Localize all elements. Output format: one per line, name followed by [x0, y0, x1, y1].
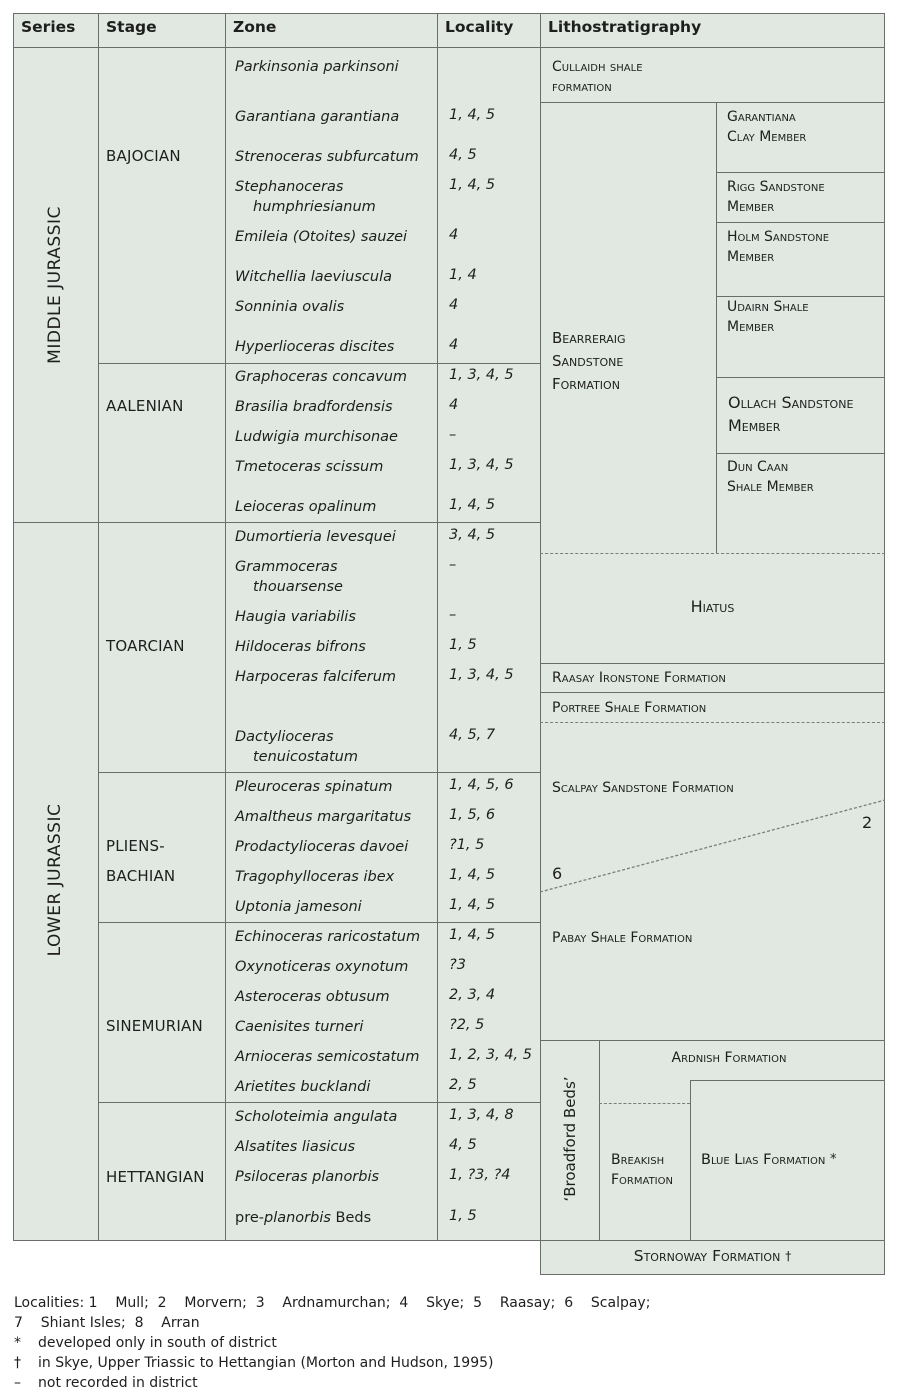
zone-row	[235, 337, 435, 357]
zone-name: Graphoceras concavum	[235, 369, 408, 385]
litho-garantiana-line1: Garantiana	[727, 109, 796, 125]
zone-name: Prodactylioceras davoei	[235, 839, 409, 855]
litho-dotted-boundary-bearreraig	[540, 553, 885, 554]
zone-row	[235, 1167, 435, 1187]
zone-name: Oxynoticeras oxynotum	[235, 959, 409, 975]
locality-value: 1, 2, 3, 4, 5	[449, 1047, 532, 1063]
stage-divider-toarcian-pliensbachian	[98, 772, 540, 773]
litho-scalpay-sandstone-formation: Scalpay Sandstone Formation	[552, 780, 734, 796]
zone-row	[235, 777, 435, 797]
zone-row	[235, 927, 435, 947]
dagger-mark: †	[785, 1249, 792, 1263]
locality-value: 4	[449, 297, 459, 313]
zone-row	[235, 107, 435, 127]
zone-row	[235, 427, 435, 447]
zone-row	[235, 667, 435, 687]
zone-name: Parkinsonia parkinsoni	[235, 59, 399, 75]
zone-row	[235, 527, 435, 547]
locality-value: –	[449, 427, 457, 443]
zone-row	[235, 457, 435, 477]
locality-value: ?3	[449, 957, 466, 973]
zone-row	[235, 397, 435, 417]
header-series: Series	[21, 18, 76, 36]
litho-breakish-line1: Breakish	[611, 1152, 665, 1168]
locality-value: 1, 3, 4, 5	[449, 667, 514, 683]
zone-row	[235, 497, 435, 517]
locality-value: 1, 5, 6	[449, 807, 496, 823]
zone-name: Tragophylloceras ibex	[235, 869, 395, 885]
locality-value: 1, 4, 5	[449, 107, 496, 123]
litho-cullaidh-line2: formation	[552, 79, 612, 95]
zone-row	[235, 837, 435, 857]
asterisk-mark: *	[829, 1152, 837, 1167]
locality-value: 1, 3, 4, 5	[449, 457, 514, 473]
footnote-localities-1: Localities: 1 Mull; 2 Morvern; 3 Ardnamurchan; 4 Skye; 5 Raasay; 6 Scalpay;	[14, 1295, 651, 1311]
locality-value: 1, ?3, ?4	[449, 1167, 511, 1183]
litho-dun-caan-shale-member	[727, 457, 814, 497]
zone-row	[235, 1077, 435, 1097]
zone-name: Harpoceras falciferum	[235, 669, 397, 685]
litho-bearreraig-sandstone-formation	[552, 327, 626, 396]
zone-row	[235, 727, 435, 767]
zone-row	[235, 227, 435, 247]
locality-value: 1, 5	[449, 1208, 477, 1224]
zone-row	[235, 297, 435, 317]
col-divider-zone	[437, 13, 438, 1241]
zone-row	[235, 367, 435, 387]
stage-divider-sinemurian-hettangian	[98, 1102, 540, 1103]
col-divider-series	[98, 13, 99, 1241]
zone-name: Stephanoceras	[235, 179, 344, 195]
locality-value: 1, 4, 5	[449, 867, 496, 883]
locality-value: 3, 4, 5	[449, 527, 496, 543]
zone-row	[235, 637, 435, 657]
zone-name: Pleuroceras spinatum	[235, 779, 393, 795]
zone-name: Dactylioceras	[235, 729, 334, 745]
litho-bearreraig-line3: Formation	[552, 375, 620, 393]
locality-value: 2, 5	[449, 1077, 477, 1093]
header-stage: Stage	[106, 18, 157, 36]
litho-bearreraig-line2: Sandstone	[552, 352, 624, 370]
zone-name: Uptonia jamesoni	[235, 899, 362, 915]
locality-value: –	[449, 557, 457, 573]
locality-value: ?2, 5	[449, 1017, 485, 1033]
series-divider	[13, 522, 98, 523]
litho-marker-6: 6	[552, 864, 563, 883]
zone-name: Ludwigia murchisonae	[235, 429, 398, 445]
zone-prefix: pre-	[235, 1210, 264, 1226]
litho-stornoway-label: Stornoway Formation	[633, 1247, 781, 1265]
footnote-dash-text: not recorded in district	[38, 1375, 198, 1391]
zone-name: Tmetoceras scissum	[235, 459, 384, 475]
locality-value: 1, 4, 5	[449, 897, 496, 913]
zone-row	[235, 177, 435, 217]
litho-rigg-sandstone-member	[727, 177, 825, 217]
litho-cullaidh-shale-formation	[552, 57, 643, 97]
litho-raasay-ironstone-formation: Raasay Ironstone Formation	[552, 670, 726, 686]
zone-row	[235, 607, 435, 627]
litho-cullaidh-line1: Cullaidh shale	[552, 59, 643, 75]
locality-value: 1, 4, 5	[449, 927, 496, 943]
litho-broadford-beds: ‘Broadford Beds’	[561, 1076, 579, 1202]
zone-row	[235, 807, 435, 827]
dagger-symbol: †	[14, 1355, 21, 1371]
litho-pabay-shale-formation: Pabay Shale Formation	[552, 930, 693, 946]
stage-divider-aalenian-toarcian	[98, 522, 540, 523]
litho-divider-rigg	[716, 222, 885, 223]
zone-name: Sonninia ovalis	[235, 299, 345, 315]
header-locality: Locality	[445, 18, 514, 36]
litho-divider-bluelias-top	[690, 1080, 885, 1081]
litho-divider-bluelias-left	[690, 1080, 691, 1240]
zone-suffix: Beds	[330, 1210, 372, 1226]
locality-value: 1, 5	[449, 637, 477, 653]
litho-ollach-line1: Ollach Sandstone	[728, 393, 854, 412]
stage-aalenian: AALENIAN	[106, 397, 184, 415]
litho-udairn-line1: Udairn Shale	[727, 299, 809, 315]
zone-name-continued: tenuicostatum	[253, 749, 358, 765]
zone-name: Scholoteimia angulata	[235, 1109, 398, 1125]
zone-row	[235, 57, 435, 77]
litho-rigg-line2: Member	[727, 199, 775, 215]
zone-name: Alsatites liasicus	[235, 1139, 356, 1155]
stage-toarcian: TOARCIAN	[106, 637, 185, 655]
locality-value: 4	[449, 227, 459, 243]
litho-dotted-boundary-portree	[540, 722, 885, 723]
zone-row	[235, 147, 435, 167]
litho-divider-broadford	[599, 1040, 600, 1240]
litho-duncaan-line1: Dun Caan	[727, 459, 789, 475]
zone-name-continued: humphriesianum	[253, 199, 376, 215]
litho-duncaan-line2: Shale Member	[727, 479, 814, 495]
locality-value: 4, 5, 7	[449, 727, 496, 743]
zone-name: Arnioceras semicostatum	[235, 1049, 420, 1065]
zone-name: Amaltheus margaritatus	[235, 809, 412, 825]
zone-name: Witchellia laeviuscula	[235, 269, 392, 285]
stage-divider-bajocian-aalenian	[98, 363, 540, 364]
locality-value: 1, 3, 4, 8	[449, 1107, 514, 1123]
litho-holm-sandstone-member	[727, 227, 829, 267]
header-divider	[13, 47, 885, 48]
zone-row	[235, 867, 435, 887]
locality-value: 1, 4	[449, 267, 477, 283]
zone-name: Psiloceras planorbis	[235, 1169, 380, 1185]
zone-name: planorbis	[264, 1210, 331, 1226]
zone-row	[235, 557, 435, 597]
litho-portree-shale-formation: Portree Shale Formation	[552, 700, 707, 716]
locality-value: –	[449, 607, 457, 623]
litho-divider-cullaidh	[540, 102, 885, 103]
zone-row	[235, 267, 435, 287]
footnote-dagger-text: in Skye, Upper Triassic to Hettangian (Morton and Hudson, 1995)	[38, 1355, 494, 1371]
litho-bearreraig-line1: Bearreraig	[552, 329, 626, 347]
lithostratigraphy-column	[540, 13, 885, 1275]
litho-divider-stornoway	[540, 1240, 885, 1241]
col-divider-stage	[225, 13, 226, 1241]
locality-value: 1, 4, 5	[449, 497, 496, 513]
zone-name: Haugia variabilis	[235, 609, 356, 625]
litho-divider-udairn	[716, 377, 885, 378]
locality-value: ?1, 5	[449, 837, 485, 853]
locality-value: 1, 4, 5, 6	[449, 777, 514, 793]
zone-name: Strenoceras subfurcatum	[235, 149, 419, 165]
stage-bajocian: BAJOCIAN	[106, 147, 181, 165]
locality-value: 4, 5	[449, 1137, 477, 1153]
zone-row	[235, 1047, 435, 1067]
litho-divider-pabay	[540, 1040, 885, 1041]
stage-sinemurian: SINEMURIAN	[106, 1017, 203, 1035]
header-lithostratigraphy: Lithostratigraphy	[548, 18, 702, 36]
zone-name: Arietites bucklandi	[235, 1079, 371, 1095]
litho-bluelias-label: Blue Lias Formation	[701, 1152, 826, 1168]
locality-value: 4, 5	[449, 147, 477, 163]
litho-udairn-shale-member	[727, 297, 809, 337]
litho-diachronous-boundary	[540, 795, 885, 895]
litho-breakish-line2: Formation	[611, 1172, 673, 1188]
litho-holm-line1: Holm Sandstone	[727, 229, 830, 245]
litho-hiatus: Hiatus	[690, 597, 735, 616]
stage-divider-pliensbachian-sinemurian	[98, 922, 540, 923]
zone-name: Caenisites turneri	[235, 1019, 364, 1035]
litho-blue-lias-formation	[701, 1150, 836, 1170]
litho-ollach-line2: Member	[728, 416, 781, 435]
zone-name-continued: thouarsense	[253, 579, 343, 595]
header-zone: Zone	[233, 18, 277, 36]
zone-name: Brasilia bradfordensis	[235, 399, 393, 415]
litho-garantiana-clay-member	[727, 107, 806, 147]
locality-value: 4	[449, 397, 459, 413]
zone-name: Echinoceras raricostatum	[235, 929, 421, 945]
locality-value: 1, 3, 4, 5	[449, 367, 514, 383]
zone-row	[235, 1137, 435, 1157]
footnote-asterisk	[14, 1333, 277, 1353]
litho-ardnish-formation: Ardnish Formation	[671, 1050, 787, 1066]
zone-row	[235, 1017, 435, 1037]
dash-symbol: –	[14, 1375, 21, 1391]
zone-row	[235, 1107, 435, 1127]
litho-holm-line2: Member	[727, 249, 775, 265]
zone-row	[235, 1208, 435, 1228]
locality-value: 2, 3, 4	[449, 987, 496, 1003]
zone-row	[235, 987, 435, 1007]
litho-dotted-boundary-breakish	[599, 1103, 690, 1104]
litho-ollach-sandstone-member	[728, 391, 853, 437]
litho-divider-hiatus	[540, 663, 885, 664]
zone-name: Leioceras opalinum	[235, 499, 377, 515]
zone-name: Hyperlioceras discites	[235, 339, 395, 355]
litho-divider-garantiana	[716, 172, 885, 173]
litho-udairn-line2: Member	[727, 319, 775, 335]
locality-value: 1, 4, 5	[449, 177, 496, 193]
litho-garantiana-line2: Clay Member	[727, 129, 807, 145]
zone-name: Dumortieria levesquei	[235, 529, 396, 545]
asterisk-symbol: *	[14, 1335, 21, 1351]
litho-divider-ollach	[716, 453, 885, 454]
series-lower-jurassic: LOWER JURASSIC	[45, 803, 65, 957]
footnote-localities-2: 7 Shiant Isles; 8 Arran	[14, 1315, 200, 1331]
litho-marker-2: 2	[862, 813, 873, 832]
locality-value: 4	[449, 337, 459, 353]
zone-name: Emileia (Otoites) sauzei	[235, 229, 408, 245]
litho-breakish-formation	[611, 1150, 673, 1190]
zone-name: Garantiana garantiana	[235, 109, 400, 125]
zone-name: Hildoceras bifrons	[235, 639, 366, 655]
stage-pliensbachian-2: BACHIAN	[106, 867, 176, 885]
litho-rigg-line1: Rigg Sandstone	[727, 179, 825, 195]
zone-row	[235, 897, 435, 917]
stage-hettangian: HETTANGIAN	[106, 1168, 205, 1186]
series-middle-jurassic: MIDDLE JURASSIC	[45, 206, 65, 364]
zone-name: Asteroceras obtusum	[235, 989, 390, 1005]
footnote-dagger	[14, 1353, 494, 1373]
footnote-dash	[14, 1373, 198, 1393]
litho-divider-raasay	[540, 692, 885, 693]
zone-row	[235, 957, 435, 977]
footnote-asterisk-text: developed only in south of district	[38, 1335, 277, 1351]
litho-members-divider	[716, 102, 717, 553]
litho-stornoway-formation	[540, 1246, 885, 1266]
zone-name: Grammoceras	[235, 559, 338, 575]
stage-pliensbachian-1: PLIENS-	[106, 837, 165, 855]
